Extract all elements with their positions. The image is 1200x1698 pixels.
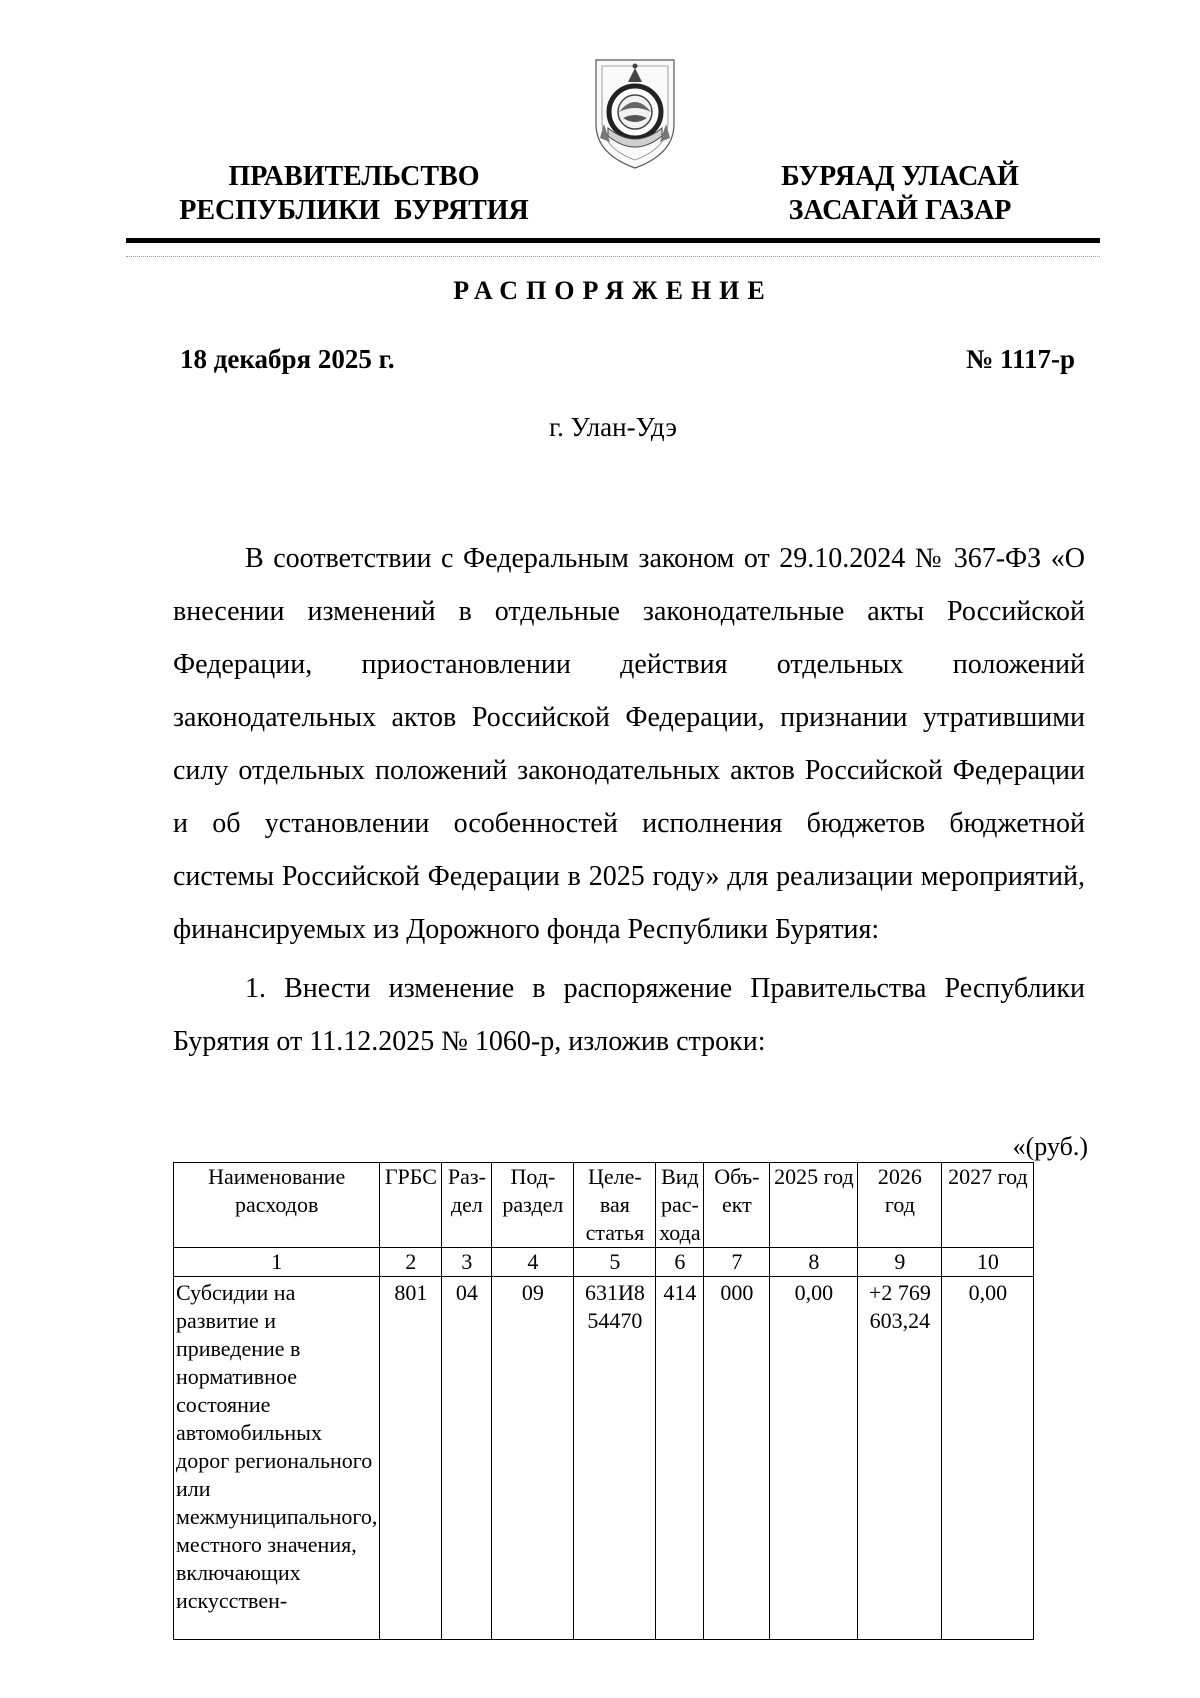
column-number-cell: 7 — [704, 1248, 770, 1277]
column-number-cell: 9 — [858, 1248, 942, 1277]
header-cell: Целе-вая статья — [574, 1163, 656, 1248]
header-cell: Наименование расходов — [174, 1163, 380, 1248]
org-name-buryat — [740, 160, 1060, 228]
table-row — [174, 1277, 1034, 1640]
year-2025-cell: 0,00 — [770, 1277, 858, 1640]
header-cell: 2025 год — [770, 1163, 858, 1248]
document-date: 18 декабря 2025 г. — [180, 344, 395, 374]
year-2026-cell: +2 769 603,24 — [858, 1277, 942, 1640]
target-article-cell: 631И8 54470 — [574, 1277, 656, 1640]
org-name-russian-line2: РЕСПУБЛИКИ БУРЯТИЯ — [179, 195, 529, 226]
table-unit-label: «(руб.) — [1012, 1132, 1088, 1161]
column-number-cell: 8 — [770, 1248, 858, 1277]
grbs-cell: 801 — [380, 1277, 442, 1640]
coat-of-arms-icon — [590, 54, 680, 172]
preamble-paragraph: В соответствии с Федеральным законом от 29.10.2024 № 367-ФЗ «О внесении изменений в отдельные законодательные акты Российской Федерации, приостановлении действия отдельных положений законодательных актов Российской Федерации, признании утратившими силу отдельных положений законодательных актов Российской Федерации и об установлении особенностей исполнения бюджетов бюджетной системы Российской Федерации в 2025 году» для реализации мероприятий, финансируемых из Дорожного фонда Республики Бурятия: — [173, 543, 1085, 945]
subsection-cell: 09 — [492, 1277, 574, 1640]
header-cell: Под-раздел — [492, 1163, 574, 1248]
clause-1-paragraph: 1. Внести изменение в распоряжение Правительства Республики Бурятия от 11.12.2025 № 1060-р, изложив строки: — [173, 973, 1085, 1057]
document-type-title: РАСПОРЯЖЕНИЕ — [453, 276, 773, 305]
document-number: № 1117-р — [966, 344, 1075, 374]
header-cell: Объ-ект — [704, 1163, 770, 1248]
header-cell: Раз-дел — [442, 1163, 492, 1248]
org-name-russian — [168, 160, 540, 228]
header-cell: ГРБС — [380, 1163, 442, 1248]
table-column-number-row — [174, 1248, 1034, 1277]
column-number-cell: 2 — [380, 1248, 442, 1277]
header-cell: Вид рас-хода — [656, 1163, 704, 1248]
header-cell: 2026 год — [858, 1163, 942, 1248]
org-name-buryat-line1: БУРЯАД УЛАСАЙ — [781, 161, 1019, 192]
column-number-cell: 4 — [492, 1248, 574, 1277]
budget-table — [173, 1162, 1034, 1640]
column-number-cell: 10 — [942, 1248, 1034, 1277]
column-number-cell: 5 — [574, 1248, 656, 1277]
document-city: г. Улан-Удэ — [549, 412, 677, 442]
expense-type-cell: 414 — [656, 1277, 704, 1640]
table-header-row — [174, 1163, 1034, 1248]
org-name-russian-line1: ПРАВИТЕЛЬСТВО — [228, 161, 480, 192]
object-cell: 000 — [704, 1277, 770, 1640]
header-cell: 2027 год — [942, 1163, 1034, 1248]
org-name-buryat-line2: ЗАСАГАЙ ГАЗАР — [788, 195, 1012, 226]
column-number-cell: 6 — [656, 1248, 704, 1277]
header-divider-thin — [126, 256, 1100, 257]
header-divider-thick — [126, 238, 1100, 243]
expense-name-cell: Субсидии на развитие и приведение в нормативное состояние автомобильных дорог регионального или межмуниципального, местного значения, включающих искусствен- — [174, 1277, 380, 1640]
column-number-cell: 1 — [174, 1248, 380, 1277]
section-cell: 04 — [442, 1277, 492, 1640]
year-2027-cell: 0,00 — [942, 1277, 1034, 1640]
column-number-cell: 3 — [442, 1248, 492, 1277]
